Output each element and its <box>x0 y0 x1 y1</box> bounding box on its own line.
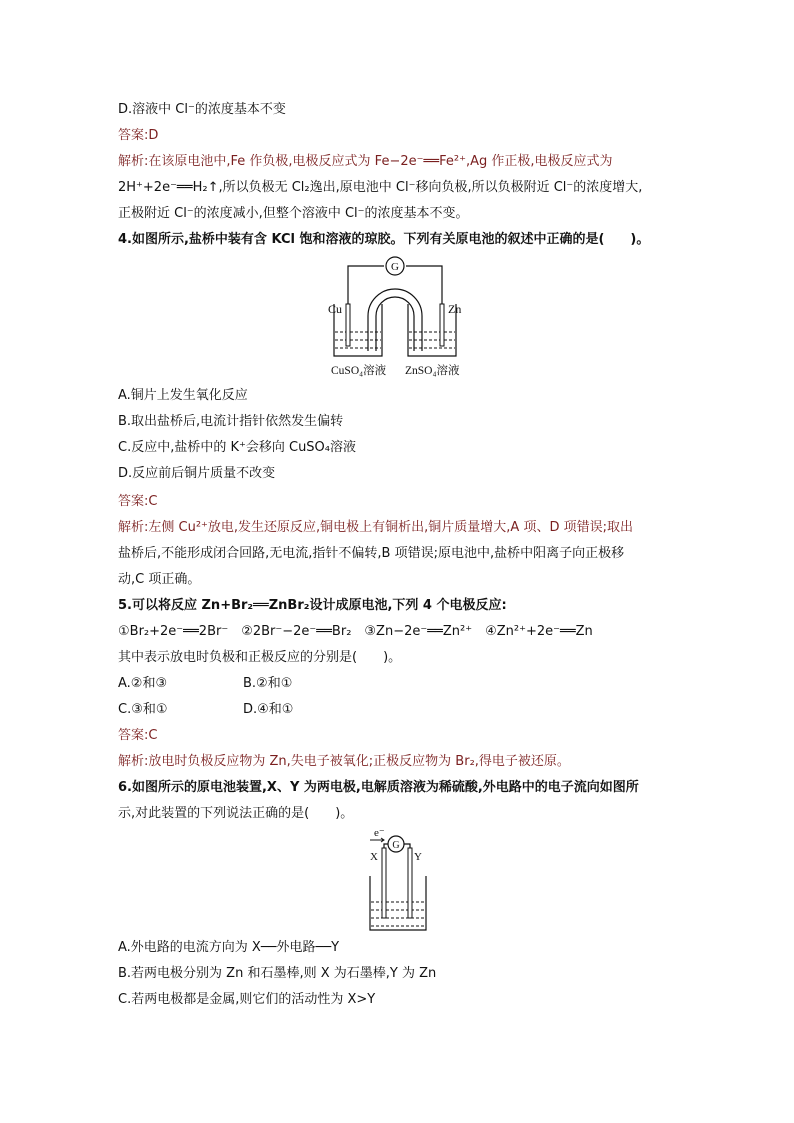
cu-label: Cu <box>328 302 343 316</box>
analysis-5: 解析:放电时负极反应物为 Zn,失电子被氧化;正极反应物为 Br₂,得电子被还原。 <box>118 754 570 769</box>
question-5-reactions: ①Br₂+2e⁻══2Br⁻ ②2Br⁻−2e⁻══Br₂ ③Zn−2e⁻══Zn²⁺ ④Zn²⁺+2e⁻══Zn <box>118 624 593 639</box>
answer-5: 答案:C <box>118 728 158 743</box>
analysis-4-line3: 动,C 项正确。 <box>118 572 201 587</box>
x-label: X <box>370 851 378 863</box>
galvanometer-label-2: G <box>392 840 400 851</box>
cuso4-label: CuSO₄溶液 <box>331 365 387 377</box>
analysis-3-line1: 解析:在该原电池中,Fe 作负极,电极反应式为 Fe−2e⁻══Fe²⁺,Ag 作正极,电极反应式为 <box>118 154 613 169</box>
question-5-stem: 其中表示放电时负极和正极反应的分别是( )。 <box>118 650 402 665</box>
salt-bridge-cell-figure <box>320 256 480 380</box>
question-6-line1: 6.如图所示的原电池装置,X、Y 为两电极,电解质溶液为稀硫酸,外电路中的电子流向如图所 <box>118 780 639 795</box>
electron-label: e⁻ <box>374 827 385 839</box>
znso4-label: ZnSO₄溶液 <box>405 365 460 377</box>
y-electrode <box>408 848 412 918</box>
answer-3: 答案:D <box>118 128 159 143</box>
option-5b: B.②和① <box>243 676 293 691</box>
y-label: Y <box>414 851 422 863</box>
zn-label: Zn <box>448 302 462 316</box>
analysis-3-line2: 2H⁺+2e⁻══H₂↑,所以负极无 Cl₂逸出,原电池中 Cl⁻移向负极,所以负极附近 Cl⁻的浓度增大, <box>118 180 643 195</box>
analysis-4-line1: 解析:左侧 Cu²⁺放电,发生还原反应,铜电极上有铜析出,铜片质量增大,A 项、D 项错误;取出 <box>118 520 633 535</box>
answer-4: 答案:C <box>118 494 158 509</box>
line-d-option: D.溶液中 Cl⁻的浓度基本不变 <box>118 102 286 117</box>
option-4b: B.取出盐桥后,电流计指针依然发生偏转 <box>118 414 344 429</box>
question-6-line2: 示,对此装置的下列说法正确的是( )。 <box>118 806 354 821</box>
option-6c: C.若两电极都是金属,则它们的活动性为 X>Y <box>118 992 376 1007</box>
single-beaker-cell-figure <box>362 826 442 934</box>
option-6b: B.若两电极分别为 Zn 和石墨棒,则 X 为石墨棒,Y 为 Zn <box>118 966 437 981</box>
option-5a: A.②和③ <box>118 676 168 691</box>
question-5: 5.可以将反应 Zn+Br₂══ZnBr₂设计成原电池,下列 4 个电极反应: <box>118 598 507 613</box>
option-4a: A.铜片上发生氧化反应 <box>118 388 248 403</box>
question-4: 4.如图所示,盐桥中装有含 KCl 饱和溶液的琼胶。下列有关原电池的叙述中正确的是( )。 <box>118 232 650 247</box>
option-4c: C.反应中,盐桥中的 K⁺会移向 CuSO₄溶液 <box>118 440 357 455</box>
option-6a: A.外电路的电流方向为 X──外电路──Y <box>118 940 340 955</box>
zn-electrode <box>440 304 444 346</box>
analysis-4-line2: 盐桥后,不能形成闭合回路,无电流,指针不偏转,B 项错误;原电池中,盐桥中阳离子向正极移 <box>118 546 625 561</box>
option-4d: D.反应前后铜片质量不改变 <box>118 466 276 481</box>
option-5c: C.③和① <box>118 702 168 717</box>
galvanometer-label: G <box>391 261 399 273</box>
option-5d: D.④和① <box>243 702 294 717</box>
analysis-3-line3: 正极附近 Cl⁻的浓度减小,但整个溶液中 Cl⁻的浓度基本不变。 <box>118 206 469 221</box>
cu-electrode <box>346 304 350 346</box>
x-electrode <box>382 848 386 918</box>
